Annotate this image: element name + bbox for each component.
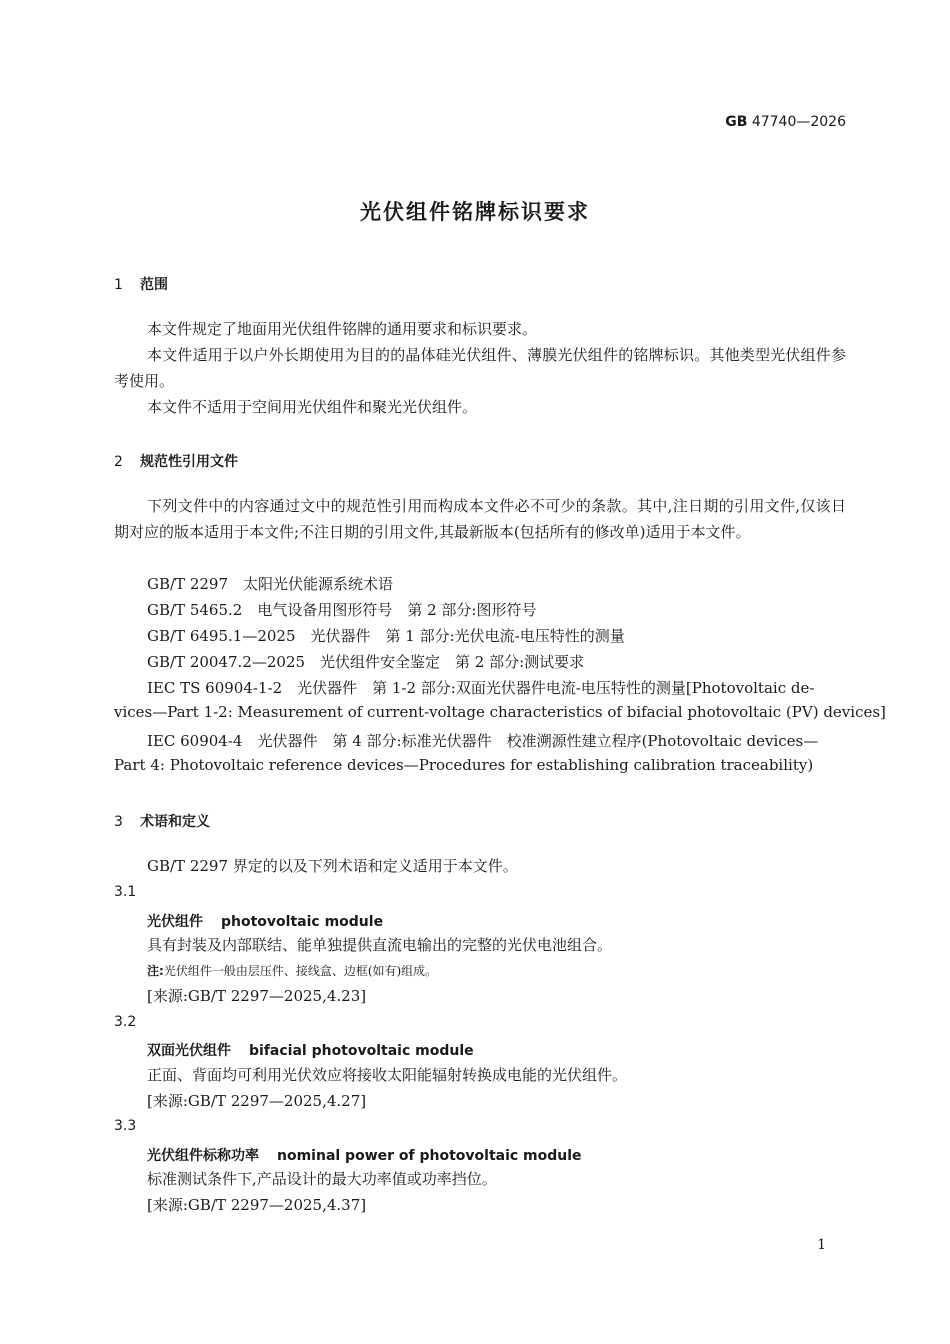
standard-code: 47740—2026 xyxy=(751,114,846,130)
reference-item: GB/T 20047.2—2025 光伏组件安全鉴定 第 2 部分:测试要求 xyxy=(147,653,585,671)
reference-item: IEC 60904-4 光伏器件 第 4 部分:标准光伏器件 校准溯源性建立程序(Photovoltaic devices— xyxy=(147,732,819,750)
term-source: [来源:GB/T 2297—2025,4.23] xyxy=(147,987,367,1005)
paragraph: 本文件规定了地面用光伏组件铭牌的通用要求和标识要求。 xyxy=(147,320,538,338)
section-number: 3 xyxy=(114,814,123,830)
section-title: 规范性引用文件 xyxy=(140,454,238,470)
section-title: 范围 xyxy=(140,277,168,293)
standard-number xyxy=(725,114,846,130)
term-heading xyxy=(147,1145,582,1165)
paragraph: GB/T 2297 界定的以及下列术语和定义适用于本文件。 xyxy=(147,857,518,875)
standard-prefix: GB xyxy=(725,114,748,130)
reference-item: GB/T 5465.2 电气设备用图形符号 第 2 部分:图形符号 xyxy=(147,601,537,619)
term-number: 3.2 xyxy=(114,1014,137,1030)
term-heading xyxy=(147,911,383,931)
section-3-heading xyxy=(114,811,210,831)
term-definition: 标准测试条件下,产品设计的最大功率值或功率挡位。 xyxy=(147,1170,497,1188)
paragraph: 下列文件中的内容通过文中的规范性引用而构成本文件必不可少的条款。其中,注日期的引用文件,仅该日期对应的版本适用于本文件;不注日期的引用文件,其最新版本(包括所有的修改单)适用于本文件。 xyxy=(114,497,846,541)
term-en: bifacial photovoltaic module xyxy=(249,1043,474,1059)
reference-item: GB/T 6495.1—2025 光伏器件 第 1 部分:光伏电流-电压特性的测量 xyxy=(147,627,625,645)
section-2-heading xyxy=(114,451,238,471)
term-note xyxy=(147,962,437,979)
note-label: 注: xyxy=(147,964,164,978)
term-number: 3.1 xyxy=(114,884,137,900)
page-number: 1 xyxy=(817,1237,826,1253)
document-title: 光伏组件铭牌标识要求 xyxy=(360,200,590,224)
paragraph: 本文件适用于以户外长期使用为目的的晶体硅光伏组件、薄膜光伏组件的铭牌标识。其他类型光伏组件参考使用。 xyxy=(114,346,846,390)
reference-item: GB/T 2297 太阳光伏能源系统术语 xyxy=(147,575,394,593)
section-title: 术语和定义 xyxy=(140,814,210,830)
term-en: photovoltaic module xyxy=(221,914,384,930)
term-zh: 光伏组件 xyxy=(147,914,203,930)
reference-item-continued: vices—Part 1-2: Measurement of current-voltage characteristics of bifacial photovoltaic (PV) devices] xyxy=(114,703,886,721)
note-text: 光伏组件一般由层压件、接线盒、边框(如有)组成。 xyxy=(163,964,438,978)
section-number: 1 xyxy=(114,277,123,293)
term-source: [来源:GB/T 2297—2025,4.27] xyxy=(147,1092,367,1110)
term-zh: 光伏组件标称功率 xyxy=(147,1148,259,1164)
term-en: nominal power of photovoltaic module xyxy=(277,1148,582,1164)
section-number: 2 xyxy=(114,454,123,470)
paragraph: 本文件不适用于空间用光伏组件和聚光光伏组件。 xyxy=(147,398,478,416)
reference-item-continued: Part 4: Photovoltaic reference devices—Procedures for establishing calibration traceability) xyxy=(114,756,814,774)
term-source: [来源:GB/T 2297—2025,4.37] xyxy=(147,1196,367,1214)
term-definition: 正面、背面均可利用光伏效应将接收太阳能辐射转换成电能的光伏组件。 xyxy=(147,1066,628,1084)
term-number: 3.3 xyxy=(114,1118,137,1134)
reference-item: IEC TS 60904-1-2 光伏器件 第 1-2 部分:双面光伏器件电流-电压特性的测量[Photovoltaic de- xyxy=(147,679,815,697)
term-heading xyxy=(147,1040,474,1060)
term-definition: 具有封装及内部联结、能单独提供直流电输出的完整的光伏电池组合。 xyxy=(147,936,613,954)
section-1-heading xyxy=(114,274,168,294)
term-zh: 双面光伏组件 xyxy=(147,1043,231,1059)
